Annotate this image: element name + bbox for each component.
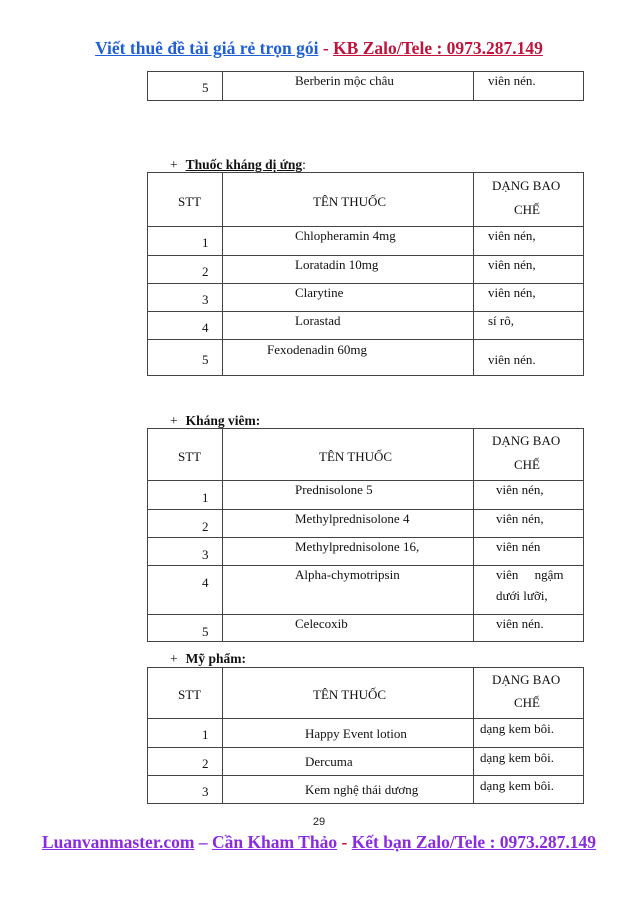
- cell-text: viên nén.: [488, 73, 536, 88]
- cell-text: Fexodenadin 60mg: [267, 342, 368, 357]
- table-cell: [474, 748, 584, 776]
- table-row: [148, 340, 584, 376]
- continuation-table: [147, 71, 584, 101]
- table-cell: [474, 284, 584, 312]
- cell-text: 4: [202, 575, 209, 590]
- cell-text: DẠNG BAO: [492, 672, 561, 687]
- cell-text: viên nén,: [488, 228, 536, 243]
- cell-text: dưới lưỡi,: [496, 588, 548, 603]
- page-number: 29: [312, 816, 326, 828]
- cell-text: 3: [202, 784, 209, 799]
- table-cell: [148, 566, 223, 615]
- stt-header: [148, 668, 223, 719]
- cosmetics-table: [147, 667, 584, 804]
- name-header: [223, 173, 474, 227]
- table-cell: [474, 538, 584, 566]
- table-row: [148, 510, 584, 538]
- cell-text: 1: [202, 727, 209, 742]
- cell-text: 2: [202, 519, 209, 534]
- cell-text: dạng kem bôi.: [480, 778, 555, 793]
- footer-name-link[interactable]: Cần Kham Thảo: [211, 832, 338, 852]
- table-cell: [474, 719, 584, 748]
- table-cell: [148, 256, 223, 284]
- table-cell: [223, 719, 474, 748]
- stt-cell: [148, 72, 223, 101]
- table-cell: [223, 566, 474, 615]
- table-cell: [223, 776, 474, 804]
- table-cell: [474, 776, 584, 804]
- cell-text: Alpha-chymotripsin: [295, 567, 400, 582]
- cell-text: 4: [202, 320, 209, 335]
- cell-text: DẠNG BAO: [492, 178, 561, 193]
- footer-site-link[interactable]: Luanvanmaster.com: [41, 832, 195, 852]
- cell-text: TÊN THUỐC: [319, 449, 393, 464]
- header-separator: -: [318, 38, 334, 58]
- table-cell: [223, 340, 474, 376]
- footer-separator: –: [194, 832, 212, 852]
- cell-text: Happy Event lotion: [305, 726, 407, 741]
- cell-text: 1: [202, 490, 209, 505]
- form-header: [474, 429, 584, 481]
- cell-text: viên nén.: [496, 616, 544, 631]
- table-cell: [148, 776, 223, 804]
- table-row: [148, 312, 584, 340]
- table-row: [148, 256, 584, 284]
- table-cell: [474, 227, 584, 256]
- form-cell: [474, 72, 584, 101]
- cell-text: TÊN THUỐC: [313, 687, 387, 702]
- table-cell: [148, 538, 223, 566]
- table-cell: [223, 481, 474, 510]
- table-cell: [148, 510, 223, 538]
- cell-text: 3: [202, 547, 209, 562]
- form-header: [474, 668, 584, 719]
- table-cell: [223, 510, 474, 538]
- table-cell: [148, 312, 223, 340]
- cell-text: Loratadin 10mg: [295, 257, 379, 272]
- table-cell: [223, 256, 474, 284]
- table-cell: [474, 566, 584, 615]
- cell-text: viên nén: [496, 539, 541, 554]
- cell-text: Prednisolone 5: [295, 482, 373, 497]
- table-cell: [474, 340, 584, 376]
- cell-text: viên ngậm: [496, 567, 564, 582]
- table-header-row: [148, 668, 584, 719]
- cell-text: +: [170, 157, 178, 172]
- cell-text: viên nén,: [488, 285, 536, 300]
- table-row: [148, 227, 584, 256]
- table-row: [148, 566, 584, 615]
- table-cell: [223, 312, 474, 340]
- cell-text: sí rô,: [488, 313, 514, 328]
- cell-text: STT: [178, 449, 202, 464]
- cell-text: CHẾ: [514, 457, 540, 472]
- table-row: [148, 615, 584, 642]
- table-header-row: [148, 429, 584, 481]
- table-cell: [474, 510, 584, 538]
- cell-text: STT: [178, 194, 202, 209]
- name-cell: [223, 72, 474, 101]
- cell-text: Kem nghệ thái dương: [305, 782, 419, 797]
- cell-text: DẠNG BAO: [492, 433, 561, 448]
- table-header-row: [148, 173, 584, 227]
- table-cell: [148, 719, 223, 748]
- cell-text: 5: [202, 80, 209, 95]
- cell-text: STT: [178, 687, 202, 702]
- footer-contact-link[interactable]: Kết bạn Zalo/Tele : 0973.287.149: [351, 832, 597, 852]
- cell-text: CHẾ: [514, 695, 540, 710]
- table-cell: [148, 748, 223, 776]
- page-footer: [0, 832, 638, 853]
- stt-header: [148, 429, 223, 481]
- cell-text: CHẾ: [514, 202, 540, 217]
- antiinflammatory-table: [147, 428, 584, 642]
- cell-text: viên nén.: [488, 352, 536, 367]
- table-cell: [223, 615, 474, 642]
- table-row: [148, 481, 584, 510]
- cell-text: 2: [202, 756, 209, 771]
- table-cell: [223, 538, 474, 566]
- table-row: [148, 284, 584, 312]
- table-cell: [148, 481, 223, 510]
- cell-text: 2: [202, 264, 209, 279]
- table-cell: [148, 340, 223, 376]
- name-header: [223, 429, 474, 481]
- cell-text: TÊN THUỐC: [313, 194, 387, 209]
- page-header: [0, 38, 638, 59]
- cell-text: 5: [202, 624, 209, 639]
- header-service-link[interactable]: Viết thuê đề tài giá rẻ trọn gói: [95, 38, 319, 58]
- table-cell: [223, 748, 474, 776]
- name-header: [223, 668, 474, 719]
- table-row: [148, 72, 584, 101]
- table-cell: [148, 227, 223, 256]
- table-row: [148, 776, 584, 804]
- section-antiinflammatory-heading: + Kháng viêm:: [170, 413, 261, 428]
- table-cell: [474, 615, 584, 642]
- cell-text: dạng kem bôi.: [480, 750, 555, 765]
- cell-text: viên nén,: [496, 511, 544, 526]
- cell-text: viên nén,: [496, 482, 544, 497]
- cell-text: Methylprednisolone 16,: [295, 539, 420, 554]
- section-antiallergy-heading: + Thuốc kháng dị ứng:: [170, 157, 306, 172]
- table-cell: [223, 227, 474, 256]
- cell-text: +: [170, 413, 178, 428]
- footer-separator: -: [337, 832, 352, 852]
- table-cell: [474, 481, 584, 510]
- cell-text: 3: [202, 292, 209, 307]
- cell-text: Chlopheramin 4mg: [295, 228, 396, 243]
- table-cell: [474, 256, 584, 284]
- cell-text: Lorastad: [295, 313, 341, 328]
- table-cell: [148, 615, 223, 642]
- section-cosmetics-heading: + Mỹ phẩm:: [170, 651, 246, 666]
- cell-text: 1: [202, 235, 209, 250]
- table-cell: [148, 284, 223, 312]
- cell-text: Methylprednisolone 4: [295, 511, 410, 526]
- cell-text: Berberin mộc châu: [295, 73, 394, 88]
- table-row: [148, 538, 584, 566]
- form-header: [474, 173, 584, 227]
- table-row: [148, 719, 584, 748]
- antiallergy-table: [147, 172, 584, 376]
- stt-header: [148, 173, 223, 227]
- cell-text: Clarytine: [295, 285, 344, 300]
- cell-text: dạng kem bôi.: [480, 721, 555, 736]
- header-contact-link[interactable]: KB Zalo/Tele : 0973.287.149: [333, 38, 543, 58]
- table-cell: [474, 312, 584, 340]
- cell-text: +: [170, 651, 178, 666]
- table-cell: [223, 284, 474, 312]
- cell-text: viên nén,: [488, 257, 536, 272]
- cell-text: 5: [202, 352, 209, 367]
- cell-text: Dercuma: [305, 754, 353, 769]
- cell-text: Celecoxib: [295, 616, 348, 631]
- table-row: [148, 748, 584, 776]
